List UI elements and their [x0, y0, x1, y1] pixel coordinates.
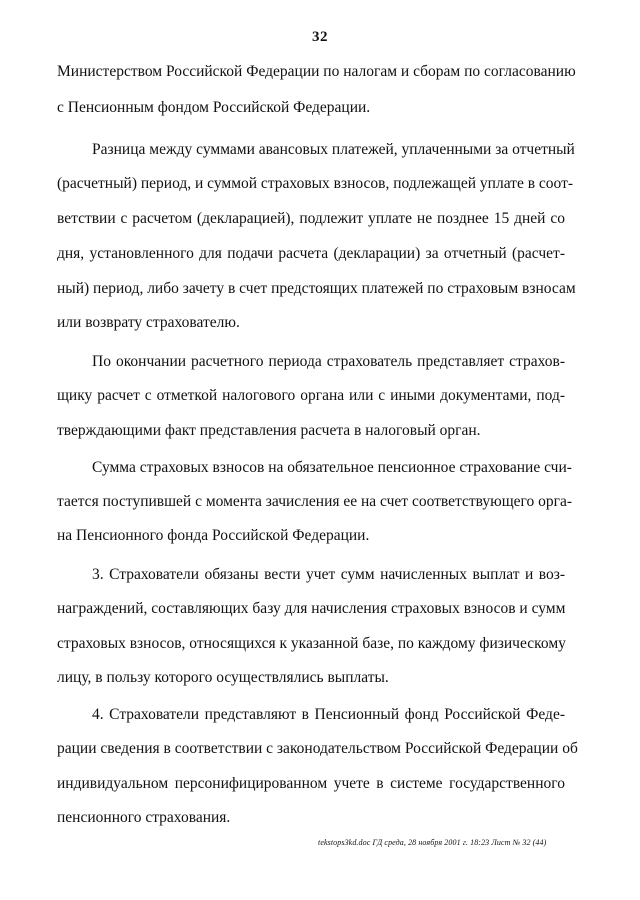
text-line: рации сведения в соответствии с законодательством Российской Федерации об [57, 740, 578, 757]
text-line: тается поступившей с момента зачисления ее на счет соответствующего орга- [57, 493, 573, 510]
document-footer: tekstops3kd.doc ГД среда, 28 ноября 2001 г. 18:23 Лист № 32 (44) [318, 838, 547, 847]
text-line: ный) период, либо зачету в счет предстоящих платежей по страховым взносам [57, 280, 576, 297]
text-line: (расчетный) период, и суммой страховых взносов, подлежащей уплате в соот- [57, 175, 574, 192]
text-line: с Пенсионным фондом Российской Федерации. [57, 99, 371, 116]
text-line: на Пенсионного фонда Российской Федерации. [57, 527, 370, 544]
text-line: ветствии с расчетом (декларацией), подлежит уплате не позднее 15 дней со [57, 210, 565, 227]
text-line: Сумма страховых взносов на обязательное пенсионное страхование счи- [92, 459, 572, 476]
text-line: 3. Страхователи обязаны вести учет сумм начисленных выплат и воз- [92, 566, 565, 583]
text-line: лицу, в пользу которого осуществлялись выплаты. [57, 669, 389, 686]
text-line: 4. Страхователи представляют в Пенсионный фонд Российской Феде- [92, 706, 565, 723]
text-line: пенсионного страхования. [57, 809, 231, 826]
text-line: дня, установленного для подачи расчета (декларации) за отчетный (расчет- [57, 245, 565, 262]
text-line: тверждающими факт представления расчета в налоговый орган. [57, 422, 481, 439]
text-line: награждений, составляющих базу для начисления страховых взносов и сумм [57, 600, 566, 617]
text-line: страховых взносов, относящихся к указанной базе, по каждому физическому [57, 635, 566, 652]
text-line: Министерством Российской Федерации по налогам и сборам по согласованию [57, 63, 576, 80]
text-line: или возврату страхователю. [57, 314, 240, 331]
text-line: щику расчет с отметкой налогового органа или с иными документами, под- [57, 387, 565, 404]
text-line: По окончании расчетного периода страхователь представляет страхов- [92, 353, 565, 370]
text-line: Разница между суммами авансовых платежей, уплаченными за отчетный [92, 141, 575, 158]
page-number: 32 [312, 29, 328, 45]
text-line: индивидуальном персонифицированном учете в системе государственного [57, 775, 565, 792]
